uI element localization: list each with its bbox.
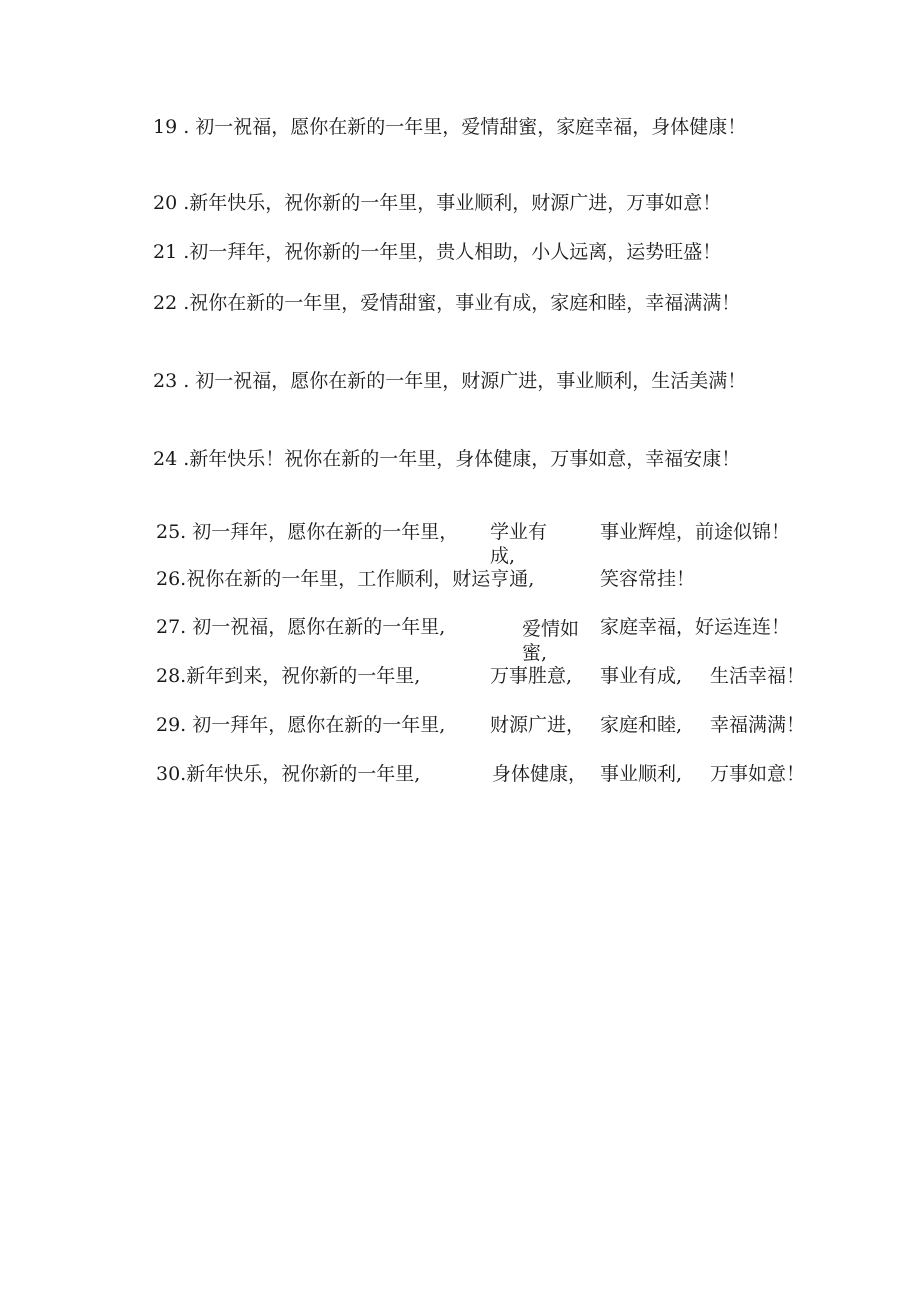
row-25-text: 25. 初一拜年，愿你在新的一年里， (156, 521, 459, 543)
row-28-col-b: 万事胜意, (490, 665, 573, 687)
row-26-text: 26.祝你在新的一年里，工作顺利，财运亨通, (156, 568, 535, 590)
row-29-col-c: 家庭和睦, (600, 714, 683, 736)
row-29-col-b: 财源广进， (490, 714, 586, 736)
row-30-col-c: 事业顺利, (600, 763, 683, 785)
paragraph-23: 23 . 初一祝福，愿你在新的一年里，财源广进，事业顺利，生活美满！ (153, 370, 747, 392)
row-27-text: 27. 初一祝福，愿你在新的一年里, (156, 616, 446, 638)
paragraph-22: 22 .祝你在新的一年里，爱情甜蜜，事业有成，家庭和睦，幸福满满！ (153, 292, 741, 314)
row-28-col-d: 生活幸福！ (710, 665, 806, 687)
row-25-col-b: 学业有成, (490, 521, 548, 567)
row-29-col-d: 幸福满满！ (710, 714, 806, 736)
row-29-text: 29. 初一拜年，愿你在新的一年里, (156, 714, 446, 736)
row-25-col-c: 事业辉煌，前途似锦！ (600, 521, 791, 543)
row-30-text: 30.新年快乐，祝你新的一年里, (156, 763, 421, 785)
paragraph-19: 19 . 初一祝福，愿你在新的一年里，爱情甜蜜，家庭幸福，身体健康！ (153, 116, 747, 138)
row-28-col-c: 事业有成, (600, 665, 683, 687)
row-27-col-c: 家庭幸福，好运连连！ (600, 616, 791, 638)
paragraph-20: 20 .新年快乐，祝你新的一年里，事业顺利，财源广进，万事如意！ (153, 192, 722, 214)
row-27-col-b: 爱情如蜜, (522, 618, 580, 664)
paragraph-21: 21 .初一拜年，祝你新的一年里，贵人相助，小人远离，运势旺盛！ (153, 241, 722, 263)
row-26-col-c: 笑容常挂！ (600, 568, 696, 590)
row-28-text: 28.新年到来，祝你新的一年里, (156, 665, 421, 687)
row-30-col-d: 万事如意！ (710, 763, 806, 785)
paragraph-24: 24 .新年快乐！祝你在新的一年里，身体健康，万事如意，幸福安康！ (153, 448, 741, 470)
row-30-col-b: 身体健康， (492, 763, 588, 785)
